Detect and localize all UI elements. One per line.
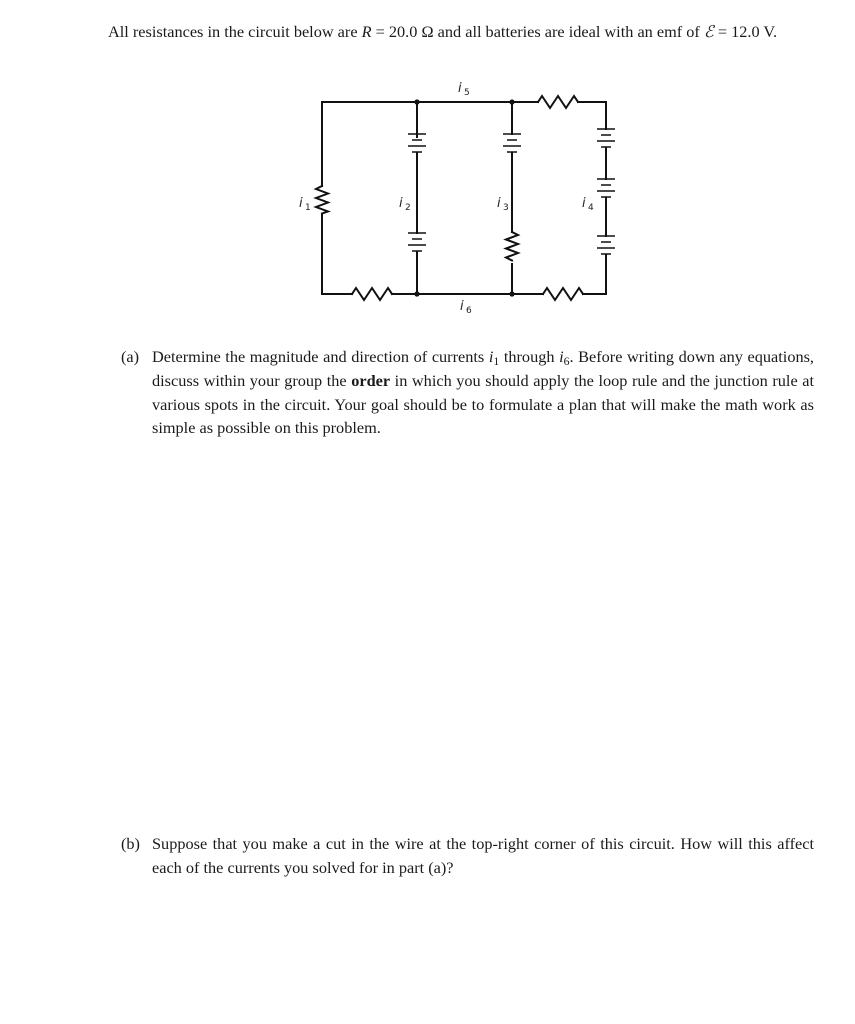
current-label-i5 bbox=[458, 81, 470, 98]
svg-text:3: 3 bbox=[503, 203, 509, 213]
intro-text-1: All resistances in the circuit below are bbox=[108, 22, 362, 41]
intro-text-3: = 12.0 V. bbox=[713, 22, 778, 41]
battery-4c bbox=[597, 236, 615, 254]
intro-text-2: = 20.0 Ω and all batteries are ideal with an emf of bbox=[371, 22, 704, 41]
part-a-text-3: . Before writing down any equations, discuss within your group the bbox=[152, 347, 815, 390]
svg-text:4: 4 bbox=[588, 203, 594, 213]
current-label-i1 bbox=[299, 196, 311, 213]
part-a-bold-order: order bbox=[351, 370, 391, 390]
part-a-label: (a) bbox=[121, 347, 140, 366]
intro-paragraph bbox=[108, 20, 814, 44]
left-resistor bbox=[316, 186, 328, 214]
current-label-i6 bbox=[460, 299, 472, 316]
svg-text:i: i bbox=[582, 196, 586, 211]
part-b-body: Suppose that you make a cut in the wire at the top-right corner of this circuit. How will this affect each of the currents you solved for in part (a)? bbox=[152, 834, 814, 877]
svg-text:2: 2 bbox=[405, 203, 411, 213]
battery-2b bbox=[408, 233, 426, 251]
svg-text:1: 1 bbox=[305, 203, 311, 213]
current-label-i3 bbox=[497, 196, 509, 213]
battery-4a bbox=[597, 129, 615, 147]
svg-text:5: 5 bbox=[464, 88, 470, 98]
current-subscript-first: 1 bbox=[493, 354, 500, 368]
junction-top-3 bbox=[509, 99, 514, 104]
part-a-text-1: Determine the magnitude and direction of currents bbox=[152, 347, 489, 366]
part-b-label: (b) bbox=[121, 834, 140, 853]
circuit-diagram bbox=[290, 76, 630, 321]
battery-3 bbox=[503, 134, 521, 152]
junction-top-2 bbox=[414, 99, 419, 104]
part-a-body bbox=[121, 345, 814, 440]
svg-text:6: 6 bbox=[466, 306, 472, 316]
svg-text:i: i bbox=[399, 196, 403, 211]
resistance-symbol: R bbox=[361, 22, 372, 41]
current-label-i4 bbox=[582, 196, 594, 213]
part-b-question bbox=[121, 832, 814, 880]
branch-3-resistor bbox=[506, 232, 518, 261]
svg-text:i: i bbox=[460, 299, 464, 314]
junction-bottom-3 bbox=[509, 291, 514, 296]
battery-4b bbox=[597, 179, 615, 197]
svg-text:i: i bbox=[458, 81, 462, 96]
part-a-text-4: in which you should apply the loop rule and the junction rule at various spots in the circuit. Your goal should be to formulate a plan that will make the math work as simple as possible on this problem. bbox=[152, 370, 814, 438]
top-right-resistor bbox=[538, 96, 578, 108]
part-a-question bbox=[121, 345, 814, 440]
current-label-i2 bbox=[399, 196, 411, 213]
current-symbol-last: i bbox=[559, 347, 564, 366]
emf-symbol: ℰ bbox=[703, 22, 714, 41]
bottom-right-resistor bbox=[543, 288, 583, 300]
svg-text:i: i bbox=[497, 196, 501, 211]
bottom-left-resistor bbox=[352, 288, 392, 300]
bottom-right-wire bbox=[583, 261, 606, 294]
junction-bottom-2 bbox=[414, 291, 419, 296]
top-right-wire bbox=[578, 102, 606, 129]
part-a-text-2: through bbox=[499, 347, 560, 366]
svg-text:i: i bbox=[299, 196, 303, 211]
current-subscript-last: 6 bbox=[563, 354, 570, 368]
current-symbol-first: i bbox=[488, 347, 494, 366]
